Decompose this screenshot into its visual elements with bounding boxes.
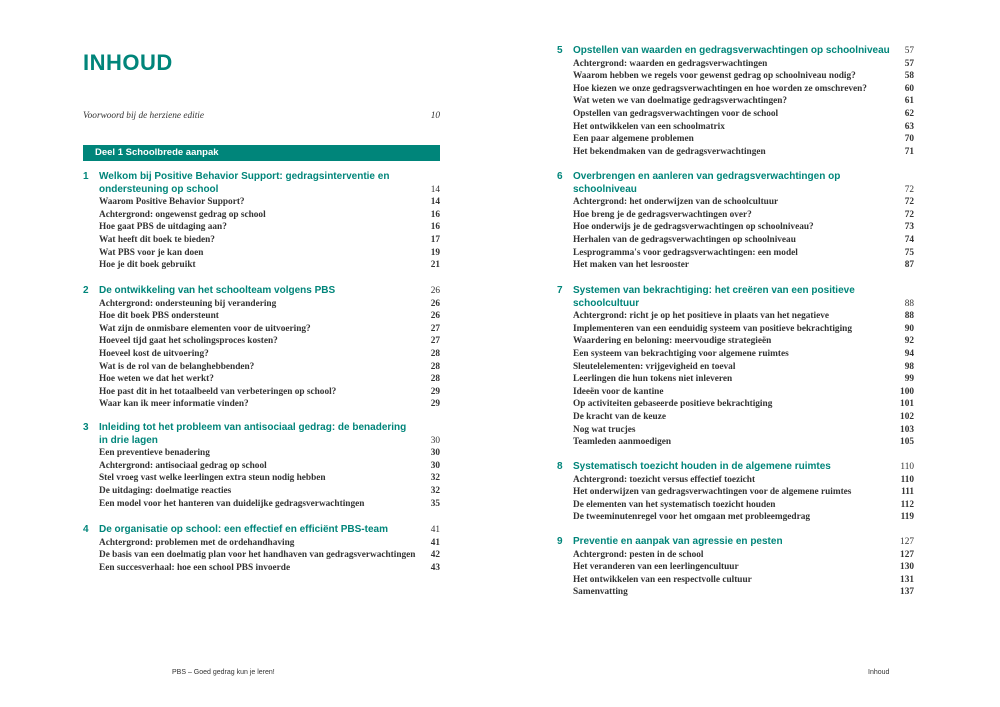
toc-entry-page: 26 <box>430 298 440 309</box>
toc-entry-page: 112 <box>900 499 914 510</box>
toc-entry-page: 32 <box>430 486 440 496</box>
chapter-title-line: Systemen van bekrachtiging: het creëren van een positieve <box>573 285 855 296</box>
toc-entry <box>99 562 440 575</box>
toc-entry <box>573 586 914 599</box>
page-title: INHOUD <box>83 50 173 75</box>
toc-entry-page: 42 <box>430 550 440 561</box>
toc-entry-page: 74 <box>904 235 914 245</box>
chapter-title-line: Preventie en aanpak van agressie en pesten <box>573 536 783 547</box>
chapter-title <box>573 45 890 58</box>
toc-entry-page: 19 <box>430 247 440 258</box>
chapter-page: 88 <box>904 298 914 309</box>
toc-entry <box>573 398 914 411</box>
toc-entry-page: 28 <box>430 361 440 372</box>
chapter-number: 7 <box>557 285 563 296</box>
toc-entry-title: Achtergrond: richt je op het positieve in plaats van het negatieve <box>573 311 829 322</box>
chapter-title-line: Overbrengen en aanleren van gedragsverwachtingen op <box>573 171 841 182</box>
toc-entry-page: 63 <box>904 121 914 132</box>
toc-entry-title: Achtergrond: antisociaal gedrag op school <box>99 460 267 471</box>
toc-entry-title: De elementen van het systematisch toezicht houden <box>573 499 776 510</box>
chapter-title-line: ondersteuning op school <box>99 183 219 195</box>
toc-entry-page: 21 <box>430 260 440 271</box>
chapter-number: 1 <box>83 171 89 182</box>
toc-entry-title: De uitdaging: doelmatige reacties <box>99 486 232 496</box>
toc-entry <box>99 472 440 485</box>
toc-entry-title: Opstellen van gedragsverwachtingen voor de school <box>573 109 779 119</box>
chapter-title <box>573 285 873 310</box>
toc-entry <box>573 561 914 574</box>
toc-entry-page: 105 <box>900 437 914 448</box>
toc-entry-title: Een succesverhaal: hoe een school PBS invoerde <box>99 562 291 573</box>
chapter-title-line: Welkom bij Positive Behavior Support: gedragsinterventie en <box>99 171 390 182</box>
toc-entry <box>99 323 440 336</box>
toc-entry <box>573 424 914 437</box>
toc-entry-title: Achtergrond: waarden en gedragsverwachtingen <box>573 58 768 69</box>
toc-entry <box>573 108 914 121</box>
toc-entry-page: 98 <box>904 361 914 372</box>
toc-entry <box>573 511 914 524</box>
chapter-title <box>573 171 873 196</box>
chapter-title-line: Opstellen van waarden en gedragsverwachtingen op schoolniveau <box>573 45 890 56</box>
toc-entry <box>573 221 914 234</box>
toc-entry-page: 99 <box>904 374 914 385</box>
toc-entry-title: De tweeminutenregel voor het omgaan met probleemgedrag <box>573 512 811 523</box>
chapter-title <box>573 536 873 549</box>
toc-entry-page: 27 <box>430 336 440 347</box>
toc-entry-page: 75 <box>904 247 914 258</box>
toc-entry-title: Achtergrond: toezicht versus effectief toezicht <box>573 474 756 485</box>
toc-entry-title: Een model voor het hanteren van duidelijke gedragsverwachtingen <box>99 498 365 509</box>
toc-entry-page: 30 <box>430 460 440 471</box>
toc-entry <box>99 196 440 209</box>
toc-entry <box>573 247 914 260</box>
toc-entry <box>99 221 440 234</box>
chapter-number: 8 <box>557 461 563 472</box>
chapter-title-line: Inleiding tot het probleem van antisociaal gedrag: de benadering <box>99 422 407 433</box>
toc-entry-page: 102 <box>900 412 914 422</box>
chapter-title-line: schoolniveau <box>573 183 637 195</box>
toc-entry <box>99 498 440 511</box>
toc-entry-title: Wat PBS voor je kan doen <box>99 247 204 258</box>
toc-entry <box>573 348 914 361</box>
toc-entry-title: Waar kan ik meer informatie vinden? <box>99 399 249 410</box>
toc-entry <box>573 486 914 499</box>
toc-entry-page: 92 <box>904 336 914 347</box>
toc-entry-title: Hoe dit boek PBS ondersteunt <box>99 311 219 322</box>
toc-entry-title: Hoe kiezen we onze gedragsverwachtingen en hoe worden ze omschreven? <box>573 83 867 94</box>
chapter-title <box>99 524 399 537</box>
toc-entry <box>99 310 440 323</box>
chapter-number: 5 <box>557 45 563 56</box>
toc-entry-page: 110 <box>900 474 914 485</box>
toc-entry-title: Een paar algemene problemen <box>573 134 694 145</box>
chapter-page: 110 <box>900 462 914 472</box>
toc-entry-title: Een preventieve benadering <box>99 448 210 459</box>
toc-entry <box>573 335 914 348</box>
chapter-title <box>99 171 399 196</box>
toc-entry <box>573 95 914 108</box>
toc-entry <box>573 386 914 399</box>
toc-entry-page: 41 <box>430 537 440 548</box>
toc-entry-page: 61 <box>904 96 914 107</box>
toc-entry-page: 87 <box>904 260 914 271</box>
toc-entry <box>99 298 440 311</box>
toc-entry <box>573 259 914 272</box>
toc-entry-title: Achtergrond: pesten in de school <box>573 549 704 560</box>
toc-entry-page: 88 <box>904 311 914 322</box>
toc-entry <box>99 361 440 374</box>
toc-entry-title: Teamleden aanmoedigen <box>573 437 672 448</box>
toc-entry <box>573 121 914 134</box>
chapter-number: 6 <box>557 171 563 182</box>
toc-entry-page: 43 <box>430 562 440 573</box>
toc-entry-title: Waardering en beloning: meervoudige strategieën <box>573 336 772 347</box>
toc-entry-title: Het bekendmaken van de gedragsverwachtingen <box>573 146 766 157</box>
toc-entry-title: Hoeveel tijd gaat het scholingsproces kosten? <box>99 336 278 347</box>
toc-entry-title: Op activiteiten gebaseerde positieve bekrachtiging <box>573 399 773 410</box>
chapter-page: 72 <box>904 184 914 195</box>
toc-entry <box>99 234 440 247</box>
toc-entry <box>573 310 914 323</box>
toc-entry-title: Hoe gaat PBS de uitdaging aan? <box>99 222 227 233</box>
toc-entry-page: 101 <box>900 399 914 410</box>
toc-entry-title: Het ontwikkelen van een schoolmatrix <box>573 121 725 132</box>
toc-entry-page: 28 <box>430 349 440 359</box>
toc-entry-title: Achtergrond: ondersteuning bij verandering <box>99 298 277 309</box>
toc-entry-page: 137 <box>900 587 914 598</box>
toc-entry-title: Hoe weten we dat het werkt? <box>99 374 214 385</box>
toc-entry <box>573 323 914 336</box>
toc-entry <box>573 411 914 424</box>
toc-entry-title: Waarom hebben we regels voor gewenst gedrag op schoolniveau nodig? <box>573 71 856 82</box>
toc-entry-title: De basis van een doelmatig plan voor het handhaven van gedragsverwachtingen <box>99 550 416 561</box>
toc-entry-page: 90 <box>904 323 914 334</box>
chapter-title-line: schoolcultuur <box>573 297 640 309</box>
toc-entry-page: 60 <box>904 83 914 94</box>
chapter-number: 9 <box>557 536 563 547</box>
toc-entry-page: 16 <box>430 222 440 233</box>
chapter-page: 14 <box>430 184 440 195</box>
toc-entry-title: Achtergrond: ongewenst gedrag op school <box>99 209 266 220</box>
toc-entry-page: 58 <box>904 71 914 82</box>
toc-entry <box>573 373 914 386</box>
toc-entry-title: Wat is de rol van de belanghebbenden? <box>99 361 255 372</box>
toc-entry-page: 72 <box>904 197 914 208</box>
toc-entry-page: 111 <box>901 487 914 498</box>
toc-entry <box>573 234 914 247</box>
toc-entry-page: 127 <box>900 549 914 560</box>
toc-entry <box>99 209 440 222</box>
toc-entry-page: 29 <box>430 399 440 410</box>
toc-entry-title: Sleutelelementen: vrijgevigheid en toeval <box>573 361 736 372</box>
toc-entry-page: 72 <box>904 209 914 220</box>
toc-entry-title: Leerlingen die hun tokens niet inleveren <box>573 374 733 385</box>
toc-entry-page: 73 <box>904 222 914 233</box>
toc-entry-title: Een systeem van bekrachtiging voor algemene ruimtes <box>573 349 789 359</box>
part-1-banner: Deel 1 Schoolbrede aanpak <box>83 145 440 161</box>
toc-entry-page: 29 <box>430 386 440 397</box>
toc-entry <box>573 146 914 159</box>
toc-entry-page: 57 <box>904 58 914 69</box>
chapter-number: 2 <box>83 285 89 296</box>
toc-entry-title: Hoe breng je de gedragsverwachtingen over? <box>573 209 752 220</box>
toc-entry-title: Hoeveel kost de uitvoering? <box>99 349 209 359</box>
toc-entry-page: 70 <box>904 134 914 145</box>
toc-entry-title: Herhalen van de gedragsverwachtingen op schoolniveau <box>573 235 796 245</box>
toc-entry <box>99 460 440 473</box>
chapter-title-line: in drie lagen <box>99 434 158 446</box>
toc-entry <box>573 196 914 209</box>
toc-entry-page: 14 <box>430 197 440 208</box>
chapter-page: 41 <box>430 525 440 535</box>
toc-entry-title: Lesprogramma's voor gedragsverwachtingen: een model <box>573 247 798 258</box>
chapter-number: 4 <box>83 524 89 535</box>
toc-entry <box>99 373 440 386</box>
toc-entry <box>573 474 914 487</box>
toc-entry <box>573 70 914 83</box>
toc-entry <box>573 499 914 512</box>
chapter-title <box>99 285 399 298</box>
toc-entry <box>99 398 440 411</box>
toc-entry <box>99 537 440 550</box>
toc-entry-page: 131 <box>900 574 914 585</box>
toc-entry-title: Ideeën voor de kantine <box>573 386 664 397</box>
foreword-page: 10 <box>430 111 440 121</box>
toc-entry-page: 26 <box>430 311 440 322</box>
toc-entry-title: Wat weten we van doelmatige gedragsverwachtingen? <box>573 96 788 107</box>
toc-entry-page: 30 <box>430 448 440 459</box>
toc-entry-page: 103 <box>900 424 914 435</box>
toc-entry <box>573 549 914 562</box>
chapter-title <box>573 461 873 474</box>
toc-entry <box>99 485 440 498</box>
toc-entry <box>573 58 914 71</box>
toc-entry-page: 16 <box>430 209 440 220</box>
toc-entry <box>99 259 440 272</box>
toc-entry-title: Het maken van het lesrooster <box>573 260 690 271</box>
chapter-title-line: De ontwikkeling van het schoolteam volgens PBS <box>99 285 336 296</box>
toc-entry-title: De kracht van de keuze <box>573 412 666 422</box>
toc-entry <box>573 133 914 146</box>
toc-entry-page: 28 <box>430 374 440 385</box>
toc-entry <box>573 83 914 96</box>
chapter-page: 127 <box>900 537 914 547</box>
chapter-page: 30 <box>430 435 440 446</box>
chapter-number: 3 <box>83 422 89 433</box>
toc-entry <box>573 574 914 587</box>
toc-entry <box>99 447 440 460</box>
toc-entry-title: Nog wat trucjes <box>573 424 636 435</box>
toc-entry <box>99 247 440 260</box>
toc-entry <box>573 361 914 374</box>
chapter-page: 26 <box>430 286 440 296</box>
toc-entry-title: Het onderwijzen van gedragsverwachtingen voor de algemene ruimtes <box>573 487 852 498</box>
toc-entry <box>99 386 440 399</box>
toc-entry-page: 100 <box>900 386 914 397</box>
toc-entry-title: Hoe je dit boek gebruikt <box>99 260 196 271</box>
toc-entry <box>573 436 914 449</box>
toc-entry <box>99 348 440 361</box>
toc-entry-page: 35 <box>430 498 440 509</box>
toc-entry-title: Stel vroeg vast welke leerlingen extra steun nodig hebben <box>99 473 326 484</box>
toc-entry-title: Achtergrond: het onderwijzen van de schoolcultuur <box>573 197 779 208</box>
toc-entry-title: Wat heeft dit boek te bieden? <box>99 235 215 245</box>
toc-entry-page: 17 <box>430 235 440 245</box>
toc-entry-title: Achtergrond: problemen met de ordehandhaving <box>99 537 295 548</box>
foreword-entry <box>83 110 440 123</box>
toc-entry-page: 27 <box>430 323 440 334</box>
toc-entry-title: Implementeren van een eenduidig systeem van positieve bekrachtiging <box>573 323 852 334</box>
toc-entry-page: 130 <box>900 562 914 573</box>
toc-entry-title: Samenvatting <box>573 587 628 598</box>
toc-entry-title: Wat zijn de onmisbare elementen voor de uitvoering? <box>99 323 311 334</box>
chapter-title <box>99 422 407 447</box>
toc-entry-page: 94 <box>904 349 914 359</box>
toc-entry-page: 71 <box>904 146 914 157</box>
chapter-page: 57 <box>904 46 914 56</box>
toc-entry-title: Hoe onderwijs je de gedragsverwachtingen op schoolniveau? <box>573 222 814 233</box>
foreword-label: Voorwoord bij de herziene editie <box>83 111 205 121</box>
footer-left: PBS – Goed gedrag kun je leren! <box>172 669 275 676</box>
toc-entry <box>99 549 440 562</box>
toc-entry-title: Het ontwikkelen van een respectvolle cultuur <box>573 574 752 585</box>
toc-entry <box>573 209 914 222</box>
toc-entry-page: 119 <box>900 512 914 523</box>
toc-entry <box>99 335 440 348</box>
toc-entry-page: 32 <box>430 473 440 484</box>
chapter-title-line: De organisatie op school: een effectief en efficiënt PBS-team <box>99 524 388 535</box>
toc-entry-title: Waarom Positive Behavior Support? <box>99 197 245 208</box>
footer-right: Inhoud <box>868 669 890 676</box>
toc-entry-title: Het veranderen van een leerlingencultuur <box>573 562 739 573</box>
toc-entry-page: 62 <box>904 109 914 119</box>
toc-entry-title: Hoe past dit in het totaalbeeld van verbeteringen op school? <box>99 386 337 397</box>
chapter-title-line: Systematisch toezicht houden in de algemene ruimtes <box>573 461 831 472</box>
